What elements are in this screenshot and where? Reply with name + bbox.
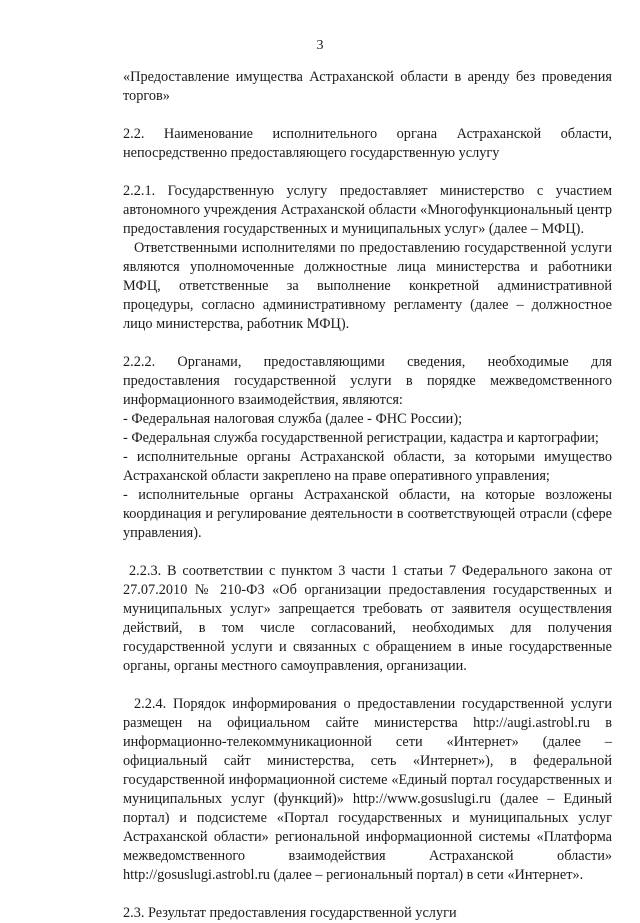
paragraph-2-2-4: 2.2.4. Порядок информирования о предоставлении государственной услуги размещен на официальном сайте министерства http://augi.astrobl.ru в информационно-телекоммуникационной сети «Интернет» (далее – официальный сайт министерства, сеть «Интернет»), в федеральной государственной информационной системе «Единый портал государственных и муниципальных услуг (функций)» http://www.gosuslugi.ru (далее – Единый портал) и подсистеме «Портал государственных и муниципальных услуг Астраханской области» региональной информационной системы «Платформа межведомственного взаимодействия Астраханской области» http://gosuslugi.astrobl.ru (далее – региональный портал) в сети «Интернет».	[123, 696, 612, 883]
document-body	[123, 68, 612, 923]
page-number: 3	[316, 38, 324, 53]
paragraph-2-2-3: 2.2.3. В соответствии с пунктом 3 части 1 статьи 7 Федерального закона от 27.07.2010 № 210-ФЗ «Об организации предоставления государственных и муниципальных услуг» запрещается требовать от заявителя осуществления действий, в том числе согласований, необходимых для получения государственной услуги и связанных с обращением в иные государственные органы, органы местного самоуправления, организации.	[123, 563, 612, 674]
list-item-rosreestr: - Федеральная служба государственной регистрации, кадастра и картографии;	[123, 430, 599, 446]
paragraph-2-2-1: 2.2.1. Государственную услугу предоставляет министерство с участием автономного учреждения Астраханской области «Многофункциональный центр предоставления государственных и муниципальных услуг» (далее – МФЦ).	[123, 183, 612, 237]
paragraph-service-title: «Предоставление имущества Астраханской области в аренду без проведения торгов»	[123, 69, 612, 104]
list-item-fns: - Федеральная налоговая служба (далее - ФНС России);	[123, 411, 463, 427]
paragraph-2-2-2: 2.2.2. Органами, предоставляющими сведения, необходимые для предоставления государственной услуги в порядке межведомственного информационного взаимодействия, являются:	[123, 354, 612, 408]
paragraph-2-3-heading: 2.3. Результат предоставления государственной услуги	[123, 905, 457, 921]
list-item-executive-bodies-coordination: - исполнительные органы Астраханской области, на которые возложены координация и регулирование деятельности в соответствующей отрасли (сфере управления).	[123, 487, 612, 541]
paragraph-responsible-executors: Ответственными исполнителями по предоставлению государственной услуги являются уполномоченные должностные лица министерства и работники МФЦ, ответственные за выполнение конкретной административной процедуры, согласно административному регламенту (далее – должностное лицо министерства, работник МФЦ).	[123, 240, 612, 332]
list-item-executive-bodies-property: - исполнительные органы Астраханской области, за которыми имущество Астраханской области закреплено на праве оперативного управления;	[123, 449, 612, 484]
paragraph-2-2-heading: 2.2. Наименование исполнительного органа Астраханской области, непосредственно предоставляющего государственную услугу	[123, 126, 612, 161]
